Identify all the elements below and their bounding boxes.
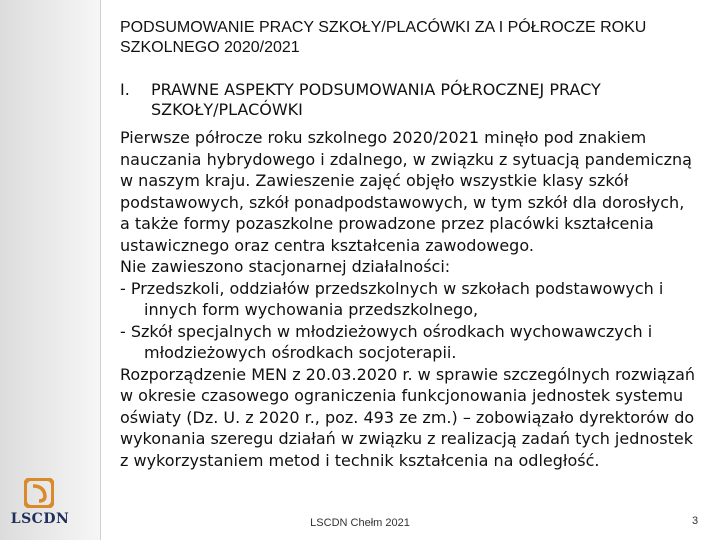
paragraph-1: Pierwsze półrocze roku szkolnego 2020/2021 minęło pod znakiem nauczania hybrydowego i zdalnego, w związku z sytuacją pandemiczną w naszym kraju. Zawieszenie zajęć objęło wszystkie klasy szkół podstawowych, szkół ponadpodstawowych, w tym szkół dla dorosłych, a także formy pozaszkolne prowadzone przez placówki kształcenia ustawicznego oraz centra kształcenia zawodowego. <box>120 128 692 255</box>
body-text <box>120 127 698 471</box>
sidebar-band <box>0 0 100 540</box>
page-number: 3 <box>692 515 699 527</box>
slide-title: PODSUMOWANIE PRACY SZKOŁY/PLACÓWKI ZA I PÓŁROCZE ROKU SZKOLNEGO 2020/2021 <box>120 19 647 56</box>
section-number: I. <box>120 80 130 99</box>
paragraph-3: Rozporządzenie MEN z 20.03.2020 r. w sprawie szczególnych rozwiązań w okresie czasowego ograniczenia funkcjonowania jednostek systemu oświaty (Dz. U. z 2020 r., poz. 493 ze zm.) – zobowiązało dyrektorów do wykonania szeregu działań w związku z realizacją zadań tych jednostek z wykorzystaniem metod i technik kształcenia na odległość. <box>120 364 696 470</box>
section-heading-text: PRAWNE ASPEKTY PODSUMOWANIA PÓŁROCZNEJ PRACY SZKOŁY/PLACÓWKI <box>151 80 601 119</box>
paragraph-2: Nie zawieszono stacjonarnej działalności: <box>120 257 451 276</box>
bullet-item-2: - Szkół specjalnych w młodzieżowych ośrodkach wychowawczych i młodzieżowych ośrodkach socjoterapii. <box>120 321 653 362</box>
sidebar-divider <box>100 0 101 540</box>
footer-text: LSCDN Chełm 2021 <box>310 517 410 529</box>
bullet-item-1: - Przedszkoli, oddziałów przedszkolnych w szkołach podstawowych i innych form wychowania przedszkolnego, <box>120 278 664 319</box>
logo-mark-icon <box>24 478 54 508</box>
logo-text: LSCDN <box>10 511 70 527</box>
